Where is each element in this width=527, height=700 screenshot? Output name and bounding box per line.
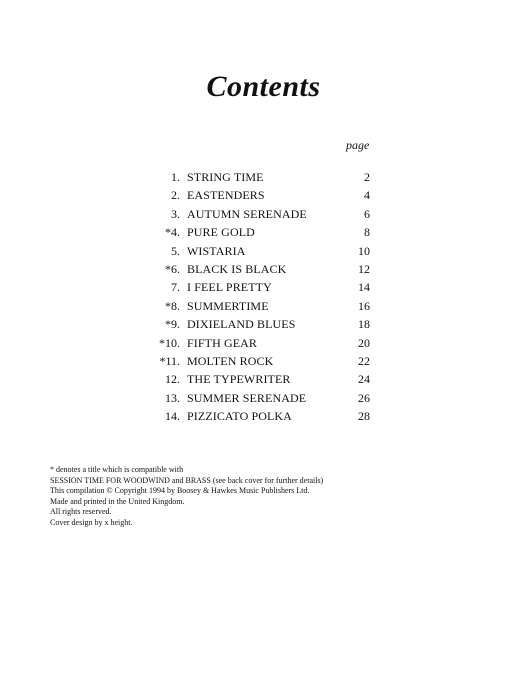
toc-entry-number: 13. [165,390,180,405]
toc-entry [140,315,370,333]
toc-entry-title: EASTENDERS [187,188,265,203]
toc-entry [140,297,370,315]
footer-compatibility-note: SESSION TIME FOR WOODWIND and BRASS (see back cover for further details) [50,475,324,485]
toc-entry-number: 14. [165,409,180,424]
toc-entry-number: 7. [171,280,180,295]
toc-entry [140,242,370,260]
page-title: Contents [206,70,321,103]
toc-entry-title: DIXIELAND BLUES [187,317,296,332]
toc-entry [140,168,370,186]
toc-entry-page: 10 [358,243,370,258]
toc-entry-title: SUMMER SERENADE [187,390,307,405]
toc-entry [140,389,370,407]
footer-rights: All rights reserved. [50,507,112,516]
toc-entry-title: I FEEL PRETTY [187,280,272,295]
toc-entry-number: 12. [165,372,180,387]
toc-entry [140,205,370,223]
toc-entry-number: *9. [165,317,180,332]
toc-entry-page: 8 [364,225,370,240]
footer-notes [50,465,370,528]
toc-entry [140,223,370,241]
toc-entry-title: PURE GOLD [187,225,255,240]
toc-entry-page: 28 [358,409,370,424]
toc-entry-page: 20 [358,335,370,350]
toc-entry-page: 22 [358,353,370,368]
toc-entry-page: 18 [358,317,370,332]
toc-entry-number: 1. [171,170,180,184]
toc-entry-page: 24 [358,372,370,387]
toc-entry-number: *8. [165,298,180,313]
toc-entry-page: 16 [358,298,370,313]
toc-entry-title: STRING TIME [187,170,264,184]
toc-entry-title: BLACK IS BLACK [187,261,287,276]
toc-entry-title: FIFTH GEAR [187,335,258,350]
toc-entry [140,334,370,352]
toc-entry [140,278,370,296]
toc-entry-page: 6 [364,206,370,221]
toc-entry [140,407,370,425]
toc-entry-page: 12 [358,261,370,276]
toc-entry [140,370,370,388]
toc-entry-number: *11. [159,353,180,368]
toc-entry-title: AUTUMN SERENADE [187,206,307,221]
toc-entry-number: *6. [165,261,180,276]
toc-entry-number: *10. [159,335,180,350]
toc-entry-page: 26 [358,390,370,405]
toc-entry [140,186,370,204]
footer-asterisk-note: * denotes a title which is compatible with [50,465,184,474]
footer-copyright: This compilation © Copyright 1994 by Boosey & Hawkes Music Publishers Ltd. [50,486,310,495]
toc-entry-title: PIZZICATO POLKA [187,409,292,424]
toc-entry-title: WISTARIA [187,243,246,258]
toc-entry [140,260,370,278]
toc-entry-number: 3. [171,206,180,221]
page-column-label: page [346,138,370,152]
toc-entry-title: MOLTEN ROCK [187,353,274,368]
toc-entry-number: *4. [165,225,180,240]
footer-printed-in: Made and printed in the United Kingdom. [50,496,185,506]
table-of-contents [140,168,370,425]
toc-entry [140,352,370,370]
toc-entry-title: SUMMERTIME [187,298,269,313]
toc-entry-title: THE TYPEWRITER [187,372,291,387]
footer-cover-design: Cover design by x height. [50,517,133,527]
toc-entry-page: 4 [364,188,370,203]
toc-entry-number: 2. [171,188,180,203]
toc-entry-number: 5. [171,243,180,258]
toc-entry-page: 2 [364,170,370,184]
toc-entry-page: 14 [358,280,370,295]
